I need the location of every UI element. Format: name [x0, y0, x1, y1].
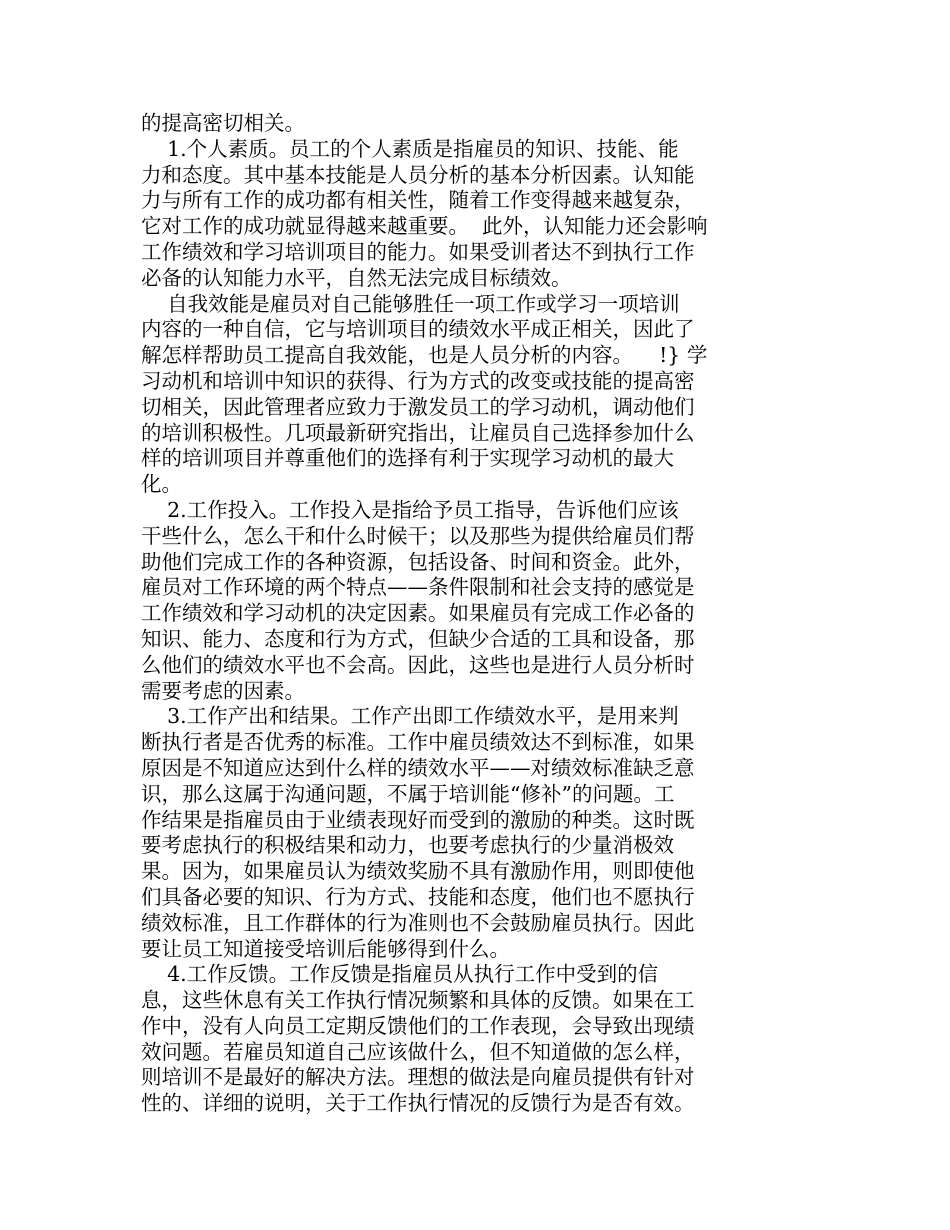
text-line: 断执行者是否优秀的标准。工作中雇员绩效达不到标准，如果	[141, 730, 695, 755]
text-line: 助他们完成工作的各种资源，包括设备、时间和资金。此外，	[141, 549, 695, 574]
text-line: 4.工作反馈。工作反馈是指雇员从执行工作中受到的信	[141, 962, 659, 987]
text-line: 切相关，因此管理者应致力于激发员工的学习动机，调动他们	[141, 394, 695, 419]
text-line: 干些什么，怎么干和什么时候干；以及那些为提供给雇员们帮	[141, 523, 695, 548]
text-line: 要让员工知道接受培训后能够得到什么。	[141, 936, 510, 961]
text-line: 需要考虑的因素。	[141, 678, 305, 703]
text-line: 们具备必要的知识、行为方式、技能和态度，他们也不愿执行	[141, 884, 695, 909]
text-line: 息，这些休息有关工作执行情况频繁和具体的反馈。如果在工	[141, 988, 695, 1013]
text-line: 效问题。若雇员知道自己应该做什么，但不知道做的怎么样，	[141, 1039, 695, 1064]
text-line: 3.工作产出和结果。工作产出即工作绩效水平，是用来判	[141, 704, 679, 729]
text-line: 它对工作的成功就显得越来越重要。 此外，认知能力还会影响	[141, 214, 708, 239]
text-line: 雇员对工作环境的两个特点——条件限制和社会支持的感觉是	[141, 575, 695, 600]
text-line: 自我效能是雇员对自己能够胜任一项工作或学习一项培训	[141, 291, 680, 316]
text-line: 要考虑执行的积极结果和动力，也要考虑执行的少量消极效	[141, 833, 674, 858]
text-line: 力和态度。其中基本技能是人员分析的基本分析因素。认知能	[141, 162, 695, 187]
text-line: 化。	[141, 472, 182, 497]
text-line: 绩效标准，且工作群体的行为准则也不会鼓励雇员执行。因此	[141, 910, 695, 935]
text-line: 习动机和培训中知识的获得、行为方式的改变或技能的提高密	[141, 368, 695, 393]
text-line: 作中，没有人向员工定期反馈他们的工作表现，会导致出现绩	[141, 1013, 695, 1038]
text-line: 样的培训项目并尊重他们的选择有利于实现学习动机的最大	[141, 446, 674, 471]
text-line: 识，那么这属于沟通问题，不属于培训能“修补”的问题。工	[141, 781, 675, 806]
text-line: 解怎样帮助员工提高自我效能，也是人员分析的内容。 !} 学	[141, 343, 708, 368]
text-line: 的提高密切相关。	[141, 111, 305, 135]
text-line: 2.工作投入。工作投入是指给予员工指导，告诉他们应该	[141, 497, 679, 522]
text-line: 必备的认知能力水平，自然无法完成目标绩效。	[141, 265, 572, 290]
body-text	[141, 111, 741, 1117]
text-line: 原因是不知道应达到什么样的绩效水平——对绩效标准缺乏意	[141, 755, 695, 780]
text-line: 知识、能力、态度和行为方式，但缺少合适的工具和设备，那	[141, 626, 695, 651]
text-line: 果。因为，如果雇员认为绩效奖励不具有激励作用，则即使他	[141, 859, 695, 884]
text-line: 性的、详细的说明，关于工作执行情况的反馈行为是否有效。	[141, 1091, 695, 1116]
text-line: 1.个人素质。员工的个人素质是指雇员的知识、技能、能	[141, 136, 679, 161]
text-line: 的培训积极性。几项最新研究指出，让雇员自己选择参加什么	[141, 420, 695, 445]
text-line: 力与所有工作的成功都有相关性，随着工作变得越来越复杂，	[141, 188, 695, 213]
text-line: 工作绩效和学习动机的决定因素。如果雇员有完成工作必备的	[141, 601, 695, 626]
text-line: 内容的一种自信，它与培训项目的绩效水平成正相关，因此了	[141, 317, 695, 342]
text-line: 么他们的绩效水平也不会高。因此，这些也是进行人员分析时	[141, 652, 695, 677]
text-line: 作结果是指雇员由于业绩表现好而受到的激励的种类。这时既	[141, 807, 695, 832]
text-line: 则培训不是最好的解决方法。理想的做法是向雇员提供有针对	[141, 1065, 695, 1090]
text-line: 工作绩效和学习培训项目的能力。如果受训者达不到执行工作	[141, 239, 695, 264]
